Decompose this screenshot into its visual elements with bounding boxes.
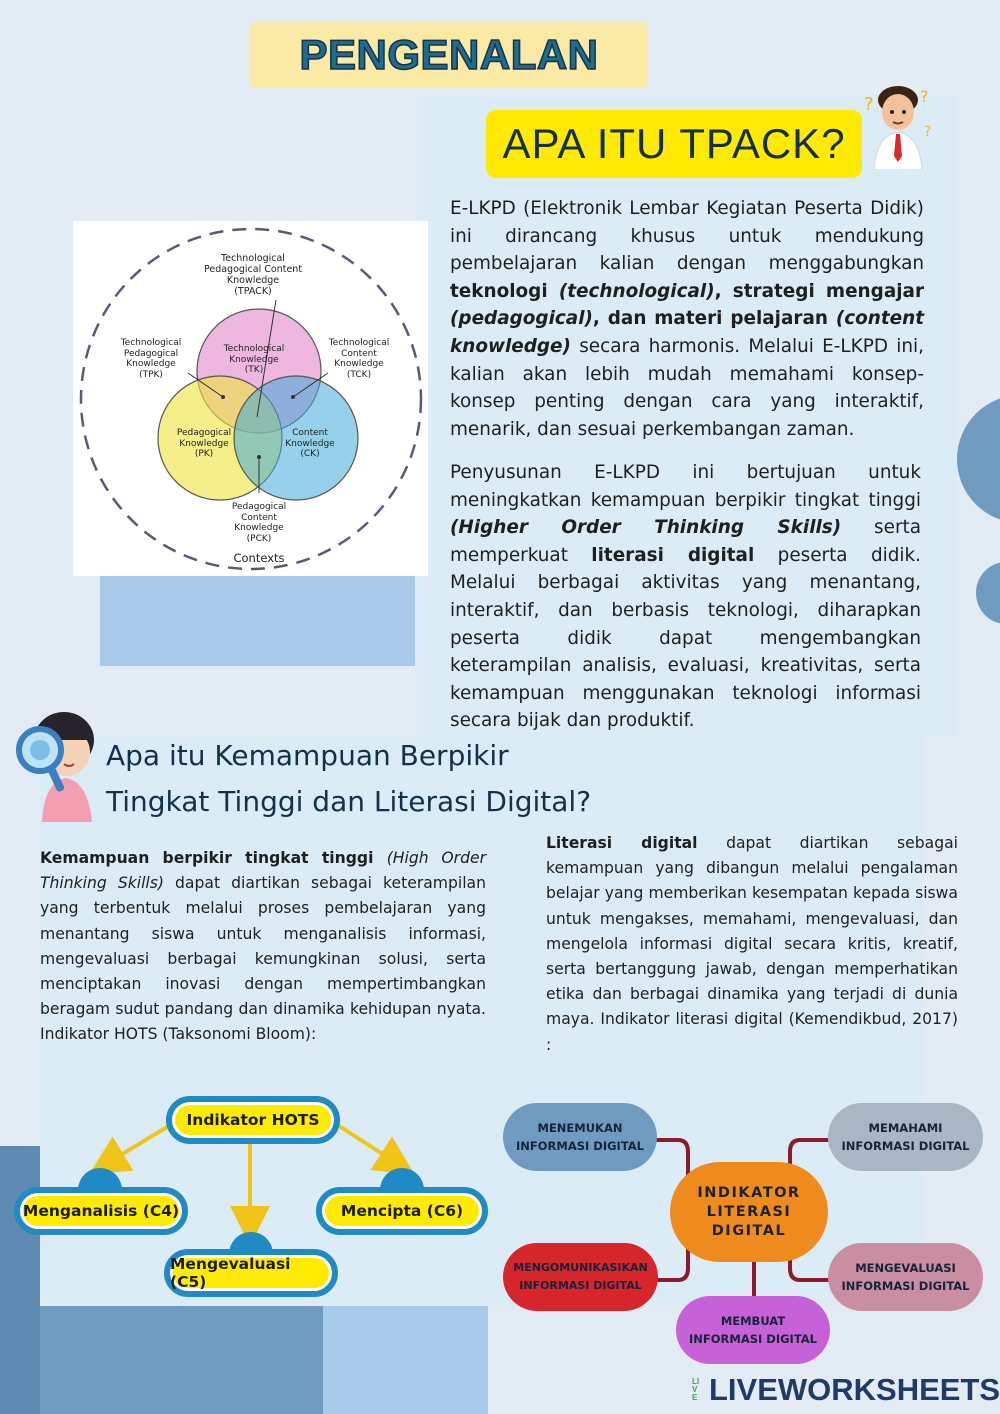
section2-heading-line1: Apa itu Kemampuan Berpikir	[106, 739, 509, 772]
text-run: literasi digital	[591, 544, 755, 566]
section2-heading-line2: Tingkat Tinggi dan Literasi Digital?	[106, 785, 592, 818]
tpack-heading: APA ITU TPACK?	[486, 110, 862, 178]
page-title: PENGENALAN	[299, 31, 599, 78]
text-run: Kemampuan berpikir tingkat tinggi	[40, 849, 387, 867]
text-run: Penyusunan E-LKPD ini bertujuan untuk meningkatkan kemampuan berpikir tingkat tinggi	[450, 462, 921, 511]
label-tk: Technological Knowledge (TK)	[223, 344, 285, 375]
girl-magnifier-icon	[12, 704, 104, 822]
text-run: (High Order Thinking Skills)	[40, 849, 486, 893]
label-pck: Pedagogical Content Knowledge (PCK)	[231, 502, 287, 544]
bottom-left-block-2	[40, 1306, 323, 1414]
text-run: secara harmonis. Melalui E-LKPD ini, kalian akan lebih mudah memahami konsep-konsep penting dengan cara yang interaktif, menarik, dan sesuai perkembangan zaman.	[450, 335, 924, 440]
svg-text:?: ?	[920, 87, 929, 106]
liveworksheets-wordmark: LIVEWORKSHEETS	[709, 1372, 1000, 1407]
text-run: (technological)	[558, 280, 715, 302]
text-run: dapat diartikan sebagai keterampilan yang terbentuk melalui proses pembelajaran yang menantang siswa untuk menganalisis informasi, mengevaluasi berbagai kemungkinan solusi, serta menciptakan inovasi dengan mempertimbangkan beragam sudut pandang dan dinamika kehidupan nyata. Indikator HOTS (Taksonomi Bloom):	[40, 874, 486, 1044]
literasi-paragraph	[546, 831, 958, 1058]
teacher-thinking-icon	[860, 70, 940, 170]
hots-c5	[164, 1249, 338, 1297]
image-backdrop	[100, 576, 415, 666]
hots-c4-label: Menganalisis (C4)	[22, 1202, 180, 1220]
text-run: peserta didik. Melalui berbagai aktivitas yang menantang, interaktif, dan berbasis teknologi, diharapkan peserta didik dapat mengembangkan keterampilan analisis, evaluasi, kreativitas, serta kemampuan menggunakan teknologi informasi secara bijak dan produktif.	[450, 544, 922, 732]
right-small-circle	[976, 562, 1000, 624]
label-tpk: Technological Pedagogical Knowledge (TPK)	[120, 338, 182, 380]
text-run: E-LKPD (Elektronik Lembar Kegiatan Peserta Didik) ini dirancang khusus untuk mendukung pembelajaran kalian dengan menggabungkan	[450, 198, 924, 275]
hots-c5-label: Mengevaluasi (C5)	[170, 1255, 291, 1291]
liveworksheets-badge	[692, 1378, 706, 1402]
label-tck: Technological Content Knowledge (TCK)	[328, 338, 390, 380]
svg-text:?: ?	[864, 94, 874, 115]
literasi-membuat: MEMBUAT INFORMASI DIGITAL	[676, 1296, 830, 1364]
section2-heading	[106, 734, 806, 824]
hots-paragraph	[40, 846, 486, 1048]
intro-paragraph-1	[450, 195, 924, 443]
literasi-menemukan: MENEMUKAN INFORMASI DIGITAL	[503, 1103, 657, 1171]
bottom-mid-block	[323, 1306, 488, 1414]
text-run: , strategi mengajar	[714, 280, 925, 302]
svg-text:?: ?	[924, 124, 932, 140]
text-run: teknologi	[450, 280, 559, 302]
liveworksheets-badge-text: LIVE	[692, 1377, 700, 1402]
text-run: (pedagogical)	[450, 308, 593, 330]
text-run: serta memperkuat	[450, 517, 921, 566]
text-run: Literasi digital	[546, 834, 698, 852]
label-tpack: Technological Pedagogical Content Knowledge (TPACK)	[203, 253, 303, 297]
hots-c6	[316, 1187, 488, 1235]
liveworksheets-logo[interactable]	[692, 1372, 1000, 1408]
label-contexts: Contexts	[233, 551, 285, 565]
literasi-mengevaluasi: MENGEVALUASI INFORMASI DIGITAL	[828, 1243, 983, 1311]
right-half-circle	[957, 395, 1000, 523]
hots-root-label: Indikator HOTS	[186, 1111, 320, 1129]
hots-c4	[14, 1187, 188, 1235]
text-run: , dan materi pelajaran	[592, 308, 836, 330]
tpack-diagram	[73, 221, 428, 576]
label-ck: Content Knowledge (CK)	[285, 428, 335, 459]
literasi-mengomunikasikan: MENGOMUNIKASIKAN INFORMASI DIGITAL	[503, 1243, 658, 1311]
intro-paragraph-2	[450, 459, 921, 735]
text-run: dapat diartikan sebagai kemampuan yang dibangun melalui pengalaman belajar yang memberikan kesempatan kepada siswa untuk mengakses, memahami, mengevaluasi, dan mengelola informasi digital secara kritis, kreatif, serta bertanggung jawab, dengan memperhatikan etika dan berbagai dinamika yang terjadi di dunia maya. Indikator literasi digital (Kemendikbud, 2017) :	[546, 834, 958, 1054]
literasi-center: INDIKATOR LITERASI DIGITAL	[670, 1162, 828, 1262]
hots-root	[166, 1096, 340, 1144]
label-pk: Pedagogical Knowledge (PK)	[176, 428, 232, 459]
page-title-box	[250, 22, 648, 88]
text-run: (content knowledge)	[450, 308, 924, 357]
text-run: (Higher Order Thinking Skills)	[450, 517, 842, 539]
literasi-memahami: MEMAHAMI INFORMASI DIGITAL	[828, 1103, 983, 1171]
hots-c6-label: Mencipta (C6)	[340, 1202, 464, 1220]
